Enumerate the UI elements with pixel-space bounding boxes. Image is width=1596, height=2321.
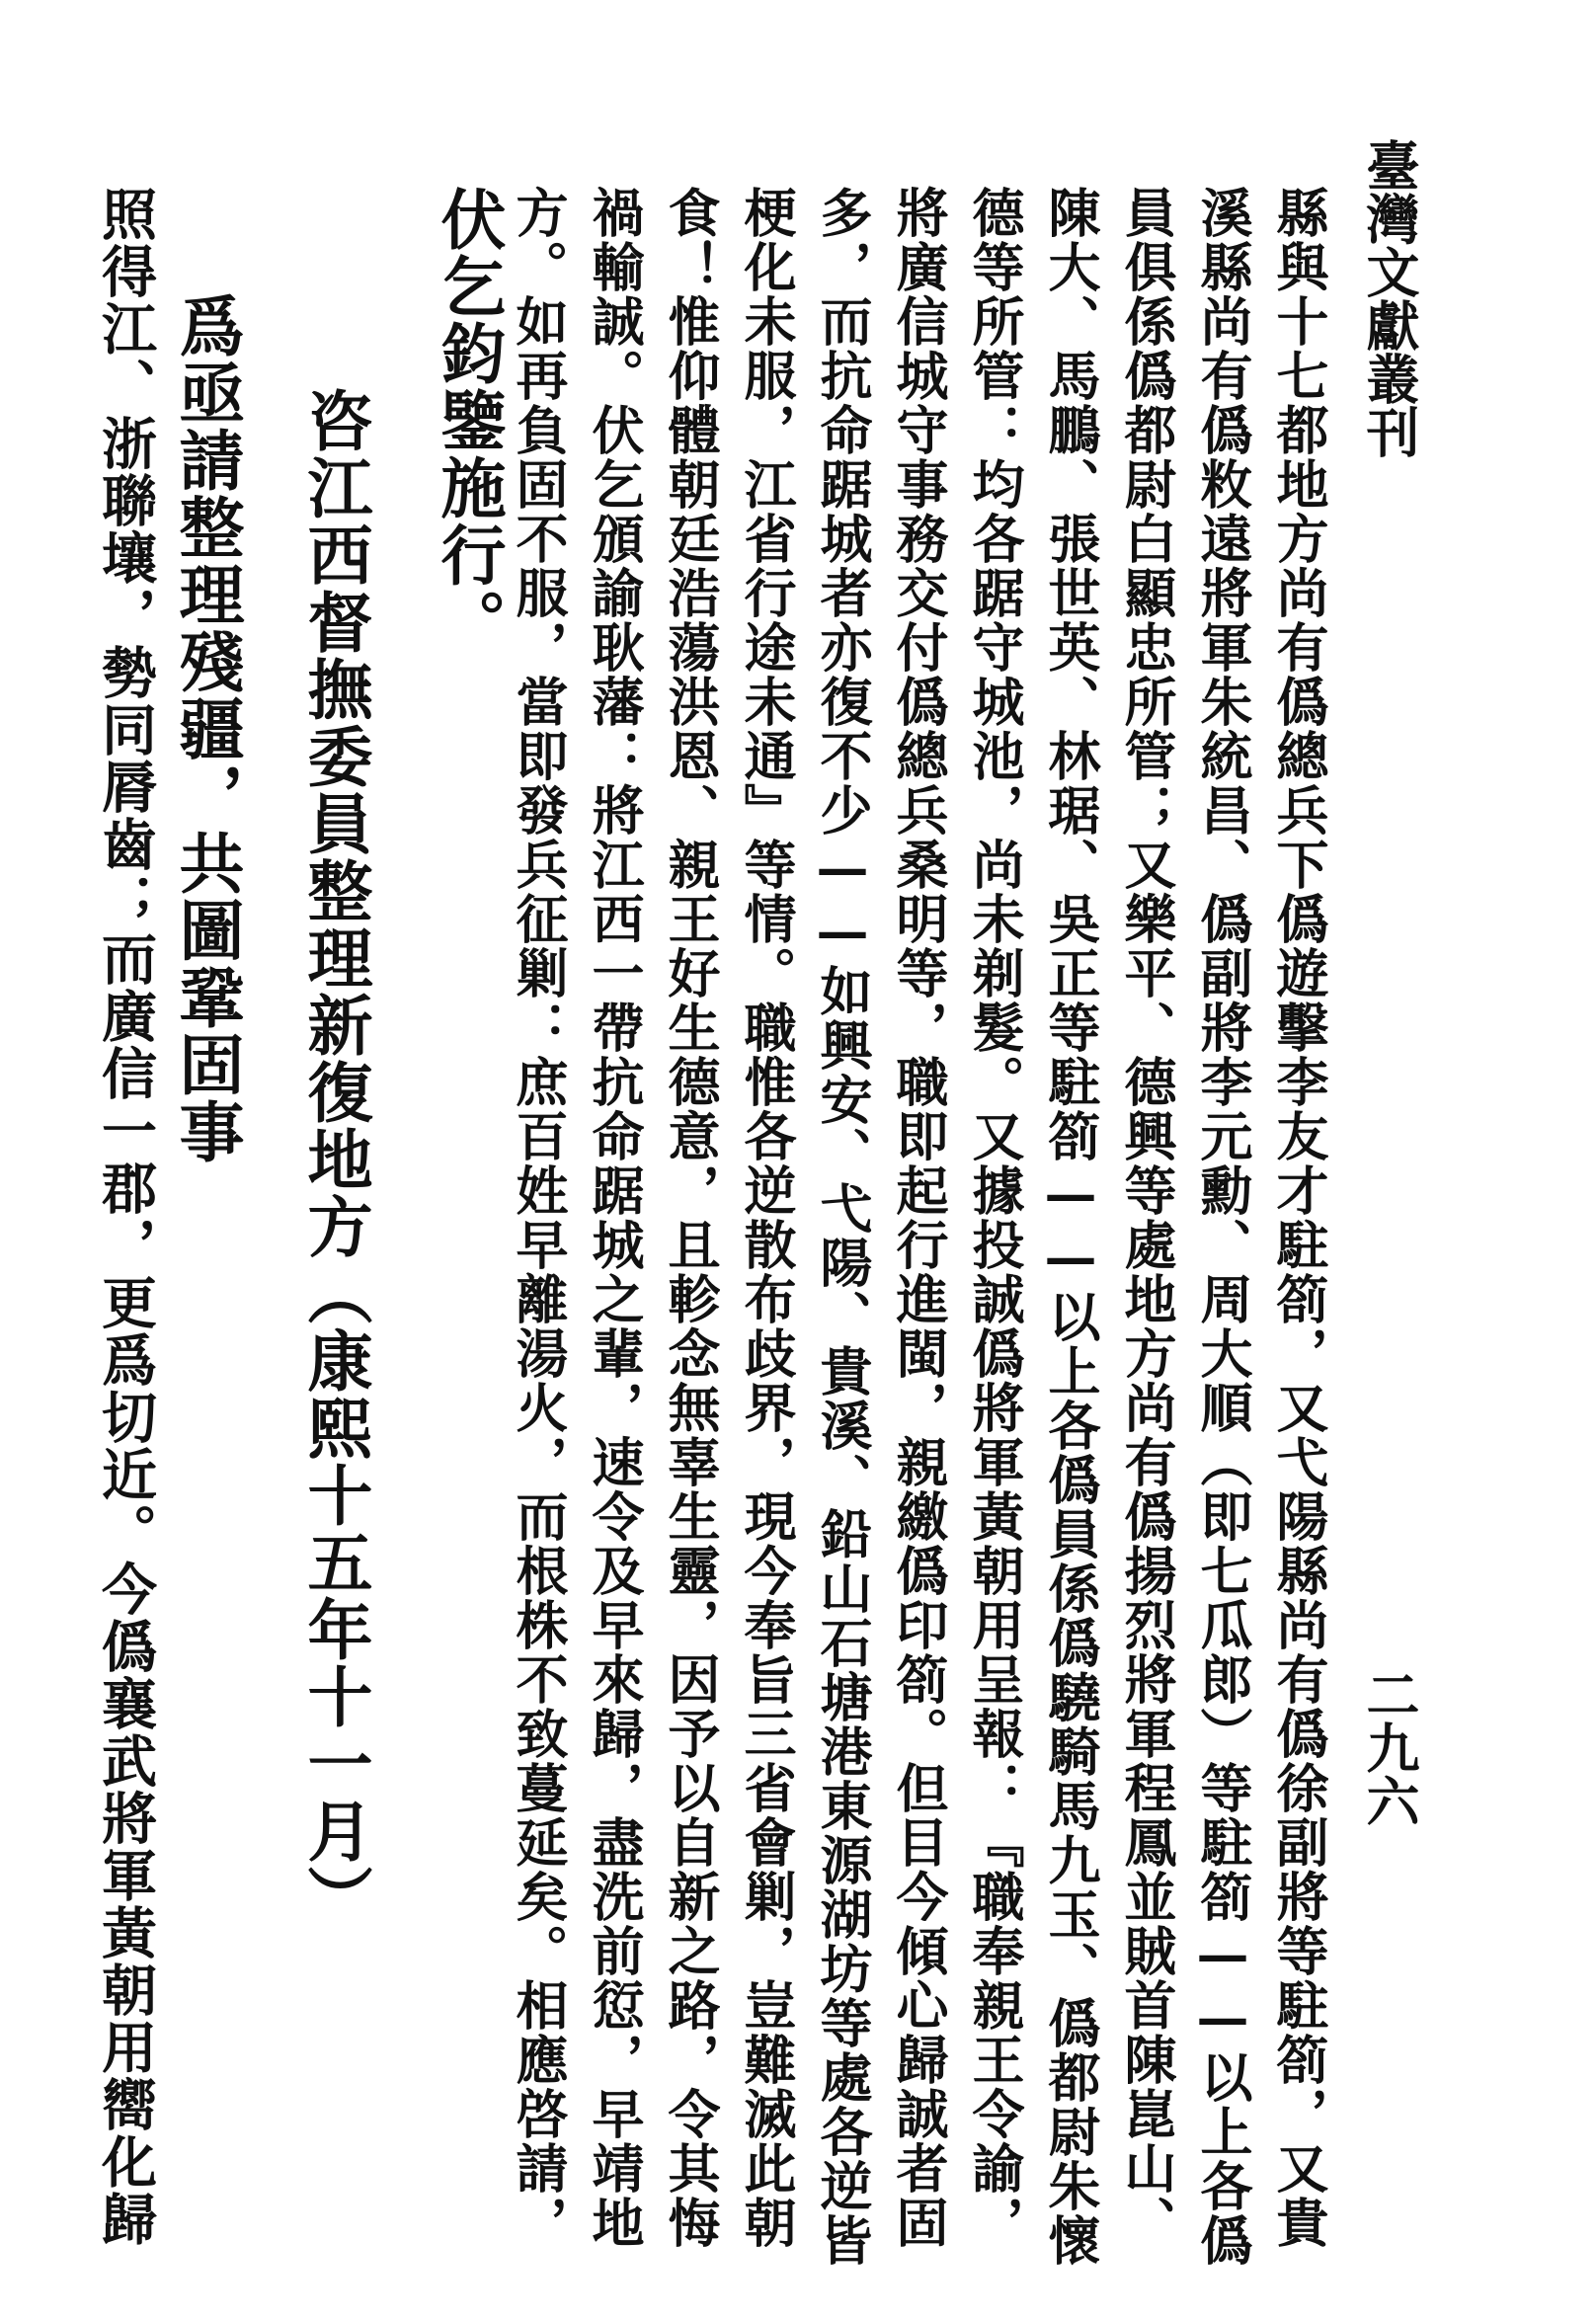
text-line: 食！惟仰體朝廷浩蕩洪恩、親王好生德意，且軫念無辜生靈，因予以自新之路，令其悔 (660, 186, 721, 2250)
document-title: 咨江西督撫委員整理新復地方（康熙十五年十一月） (296, 387, 373, 1932)
text-line: 梗化未服，江省行途未通』等情。職惟各逆散布歧界，現今奉旨三省會剿，豈難滅此朝 (736, 186, 797, 2250)
text-line: 方。如再負固不服，當即發兵征剿：庶百姓早離湯火，而根株不致蔓延矣。相應啓請， (508, 186, 569, 2250)
text-line: 禍輸誠。伏乞頒諭耿藩：將江西一帶抗命踞城之輩，速令及早來歸，盡洗前愆，早靖地 (584, 186, 645, 2250)
text-line: 陳大、馬鵬、張世英、林琚、吳正等駐箚——以上各僞員係僞驍騎馬九玉、僞都尉朱懷 (1040, 186, 1101, 2268)
text-line: 照得江、浙聯壤，勢同脣齒；而廣信一郡，更爲切近。今僞襄武將軍黃朝用嚮化歸 (93, 186, 158, 2248)
text-line: 爲亟請整理殘疆，共圖鞏固事 (168, 292, 245, 1165)
text-line: 溪縣尚有僞敉遠將軍朱統昌、僞副將李元勳、周大順（即七瓜郎）等駐箚——以上各僞 (1192, 186, 1253, 2268)
text-line: 員俱係僞都尉白顯忠所管；又樂平、德興等處地方尚有僞揚烈將軍程鳳並賊首陳崑山、 (1116, 186, 1177, 2250)
text-line: 德等所管：均各踞守城池，尚未剃髮。又據投誠僞將軍黃朝用呈報：『職奉親王令諭， (964, 186, 1025, 2250)
text-line: 伏乞鈞鑒施行。 (430, 186, 507, 656)
text-line: 將廣信城守事務交付僞總兵桑明等，職即起行進閩，親繳僞印箚。但目今傾心歸誠者固 (888, 186, 949, 2250)
text-line: 縣與十七都地方尚有僞總兵下僞遊擊李友才駐箚，又弋陽縣尚有僞徐副將等駐箚，又貴 (1268, 186, 1329, 2250)
series-title: 臺灣文獻叢刊 (1358, 138, 1421, 458)
text-line: 多，而抗命踞城者亦復不少——如興安、弋陽、貴溪、鉛山石塘港東源湖坊等處各逆皆 (812, 186, 873, 2268)
page-number: 二九六 (1358, 1667, 1421, 1827)
